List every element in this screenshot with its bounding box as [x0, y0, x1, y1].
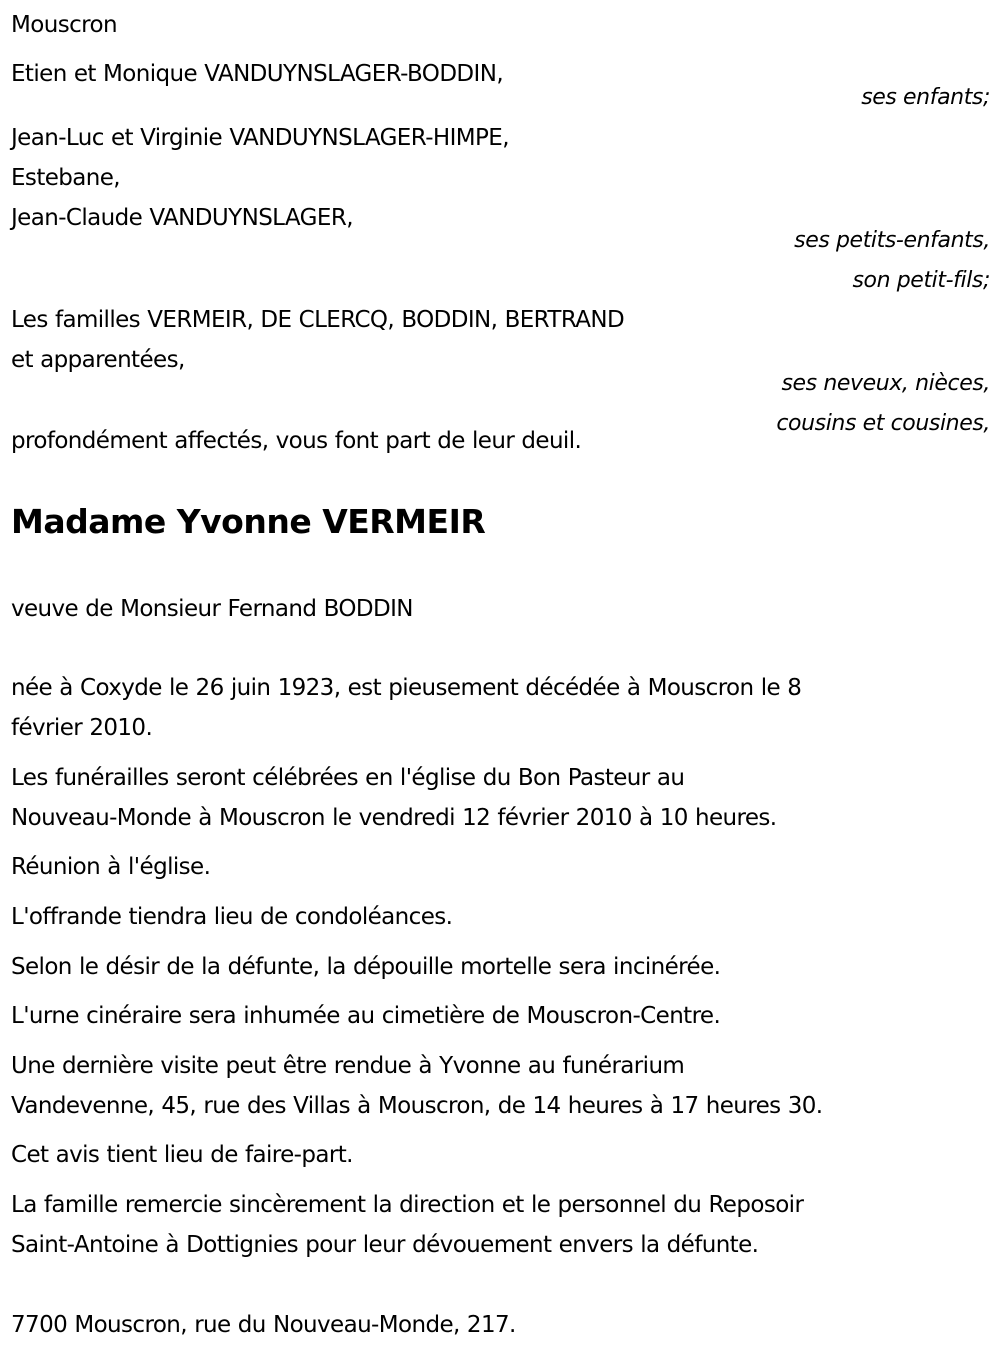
- visit-line-1: Une dernière visite peut être rendue à Yvonne au funérarium: [11, 1053, 685, 1079]
- relatives-related: et apparentées,: [11, 347, 185, 373]
- spouse-line: veuve de Monsieur Fernand BODDIN: [11, 596, 413, 622]
- grandchildren-relation-label: ses petits-enfants,: [794, 228, 990, 253]
- birth-death-line-2: février 2010.: [11, 715, 153, 741]
- grandchildren-name-2: Estebane,: [11, 165, 121, 191]
- offering-line: L'offrande tiendra lieu de condoléances.: [11, 904, 453, 930]
- urn-line: L'urne cinéraire sera inhumée au cimetière de Mouscron-Centre.: [11, 1003, 721, 1029]
- funeral-line-2: Nouveau-Monde à Mouscron le vendredi 12 février 2010 à 10 heures.: [11, 805, 777, 831]
- relatives-relation-label-2: cousins et cousines,: [776, 411, 990, 436]
- grandchildren-name-3: Jean-Claude VANDUYNSLAGER,: [11, 205, 353, 231]
- family-address: 7700 Mouscron, rue du Nouveau-Monde, 217.: [11, 1312, 516, 1338]
- birth-death-line-1: née à Coxyde le 26 juin 1923, est pieusement décédée à Mouscron le 8: [11, 675, 802, 701]
- great-grandson-relation-label: son petit-fils;: [852, 268, 990, 293]
- notice-line: Cet avis tient lieu de faire-part.: [11, 1142, 353, 1168]
- visit-line-2: Vandevenne, 45, rue des Villas à Mouscron, de 14 heures à 17 heures 30.: [11, 1093, 823, 1119]
- cremation-line: Selon le désir de la défunte, la dépouille mortelle sera incinérée.: [11, 954, 721, 980]
- grandchildren-name-1: Jean-Luc et Virginie VANDUYNSLAGER-HIMPE,: [11, 125, 509, 151]
- relatives-relation-label-1: ses neveux, nièces,: [781, 371, 990, 396]
- funeral-line-1: Les funérailles seront célébrées en l'église du Bon Pasteur au: [11, 765, 685, 791]
- relatives-families: Les familles VERMEIR, DE CLERCQ, BODDIN, BERTRAND: [11, 307, 625, 333]
- deceased-name: Madame Yvonne VERMEIR: [11, 502, 486, 541]
- children-names: Etien et Monique VANDUYNSLAGER-BODDIN,: [11, 61, 504, 87]
- meeting-line: Réunion à l'église.: [11, 854, 211, 880]
- thanks-line-1: La famille remercie sincèrement la direction et le personnel du Reposoir: [11, 1192, 804, 1218]
- announcement-closing: profondément affectés, vous font part de leur deuil.: [11, 428, 582, 454]
- city-header: Mouscron: [11, 12, 117, 38]
- children-relation-label: ses enfants;: [861, 85, 990, 110]
- thanks-line-2: Saint-Antoine à Dottignies pour leur dévouement envers la défunte.: [11, 1232, 759, 1258]
